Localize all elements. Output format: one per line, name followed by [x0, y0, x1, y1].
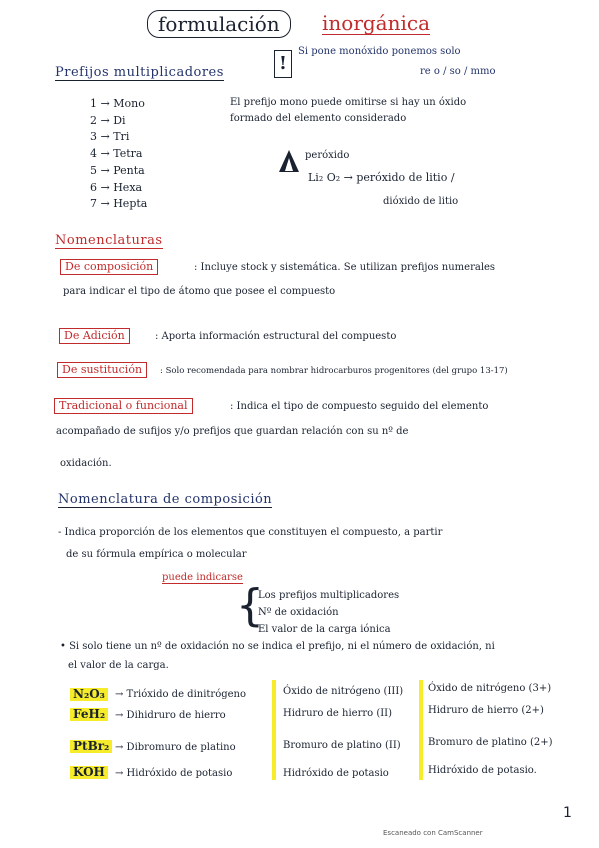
prefix-item: 4 → Tetra: [90, 147, 143, 161]
example-stock: Hidruro de hierro (II): [283, 708, 393, 719]
note2-line-b: formado del elemento considerado: [230, 113, 407, 124]
scanner-watermark: Escaneado con CamScanner: [383, 829, 483, 837]
brace-item: El valor de la carga iónica: [258, 624, 391, 635]
example-ionic: Hidruro de hierro (2+): [428, 705, 544, 716]
composicion-text-b: para indicar el tipo de átomo que posee el compuesto: [63, 286, 336, 297]
brace-item: Nº de oxidación: [258, 607, 339, 618]
column-divider: [419, 680, 423, 780]
brace-item: Los prefijos multiplicadores: [258, 590, 400, 601]
warning1-line-b: re o / so / mmo: [420, 66, 496, 77]
page-number: 1: [563, 805, 572, 821]
composicion-text-a: : Incluye stock y sistemática. Se utilizan prefijos numerales: [194, 262, 496, 273]
puede-indicarse: puede indicarse: [162, 572, 243, 583]
column-divider: [272, 680, 276, 780]
title-part1: formulación: [158, 12, 280, 36]
composicion-label: De composición: [60, 259, 158, 275]
nomenclaturas-heading: Nomenclaturas: [55, 233, 163, 248]
funcional-label: Tradicional o funcional: [54, 398, 193, 414]
example-formula: FeH₂: [70, 708, 108, 721]
example-stock: Óxido de nitrógeno (III): [283, 686, 404, 697]
title-part2: inorgánica: [322, 11, 431, 35]
funcional-text-b: acompañado de sufijos y/o prefijos que guardan relación con su nº de: [56, 426, 409, 437]
title-box: [147, 10, 291, 38]
example-ionic: Óxido de nitrógeno (3+): [428, 683, 552, 694]
example-sistematica: → Trióxido de dinitrógeno: [115, 689, 247, 700]
composicion-line1: - Indica proporción de los elementos que constituyen el compuesto, a partir: [58, 527, 443, 538]
brace-list: [258, 587, 399, 638]
prefix-item: 5 → Penta: [90, 163, 145, 177]
composicion-line2: de su fórmula empírica o molecular: [66, 549, 247, 560]
peroxide-label: peróxido: [305, 150, 350, 161]
funcional-text-a: : Indica el tipo de compuesto seguido del elemento: [230, 401, 489, 412]
example-stock: Hidróxido de potasio: [283, 768, 389, 779]
rule-line-b: el valor de la carga.: [68, 660, 169, 671]
sustitucion-text: : Solo recomendada para nombrar hidrocarburos progenitores (del grupo 13-17): [160, 366, 508, 376]
example-sistematica: → Dibromuro de platino: [115, 742, 236, 753]
prefix-item: 2 → Di: [90, 113, 126, 127]
composicion-heading: Nomenclatura de composición: [58, 492, 273, 507]
prefixes-heading: Prefijos multiplicadores: [55, 65, 224, 80]
peroxide-formula: Li₂ O₂ → peróxido de litio /: [308, 171, 455, 184]
prefix-item: 6 → Hexa: [90, 180, 143, 194]
example-formula: PtBr₂: [70, 740, 112, 753]
example-sistematica: → Hidróxido de potasio: [115, 768, 233, 779]
example-stock: Bromuro de platino (II): [283, 740, 401, 751]
note2-line-a: El prefijo mono puede omitirse si hay un óxido: [230, 97, 467, 108]
adicion-label: De Adición: [59, 328, 130, 344]
brace-icon: {: [236, 580, 264, 631]
peroxide-alt: dióxido de litio: [383, 196, 459, 207]
prefix-item: 3 → Tri: [90, 130, 130, 144]
example-sistematica: → Dihidruro de hierro: [115, 710, 226, 721]
adicion-text: : Aporta información estructural del compuesto: [155, 331, 397, 342]
example-formula: N₂O₃: [70, 688, 108, 701]
exclamation-icon: !: [274, 50, 292, 78]
funcional-text-c: oxidación.: [60, 458, 112, 469]
example-ionic: Hidróxido de potasio.: [428, 765, 537, 776]
rule-line-a: • Si solo tiene un nº de oxidación no se indica el prefijo, ni el número de oxidación, ni: [60, 641, 495, 652]
warning1-line-a: Si pone monóxido ponemos solo: [298, 46, 461, 57]
prefix-item: 7 → Hepta: [90, 197, 148, 211]
example-ionic: Bromuro de platino (2+): [428, 737, 553, 748]
sustitucion-label: De sustitución: [57, 362, 147, 378]
prefix-list: [90, 96, 147, 213]
example-formula: KOH: [70, 766, 108, 779]
prefix-item: 1 → Mono: [90, 97, 145, 110]
